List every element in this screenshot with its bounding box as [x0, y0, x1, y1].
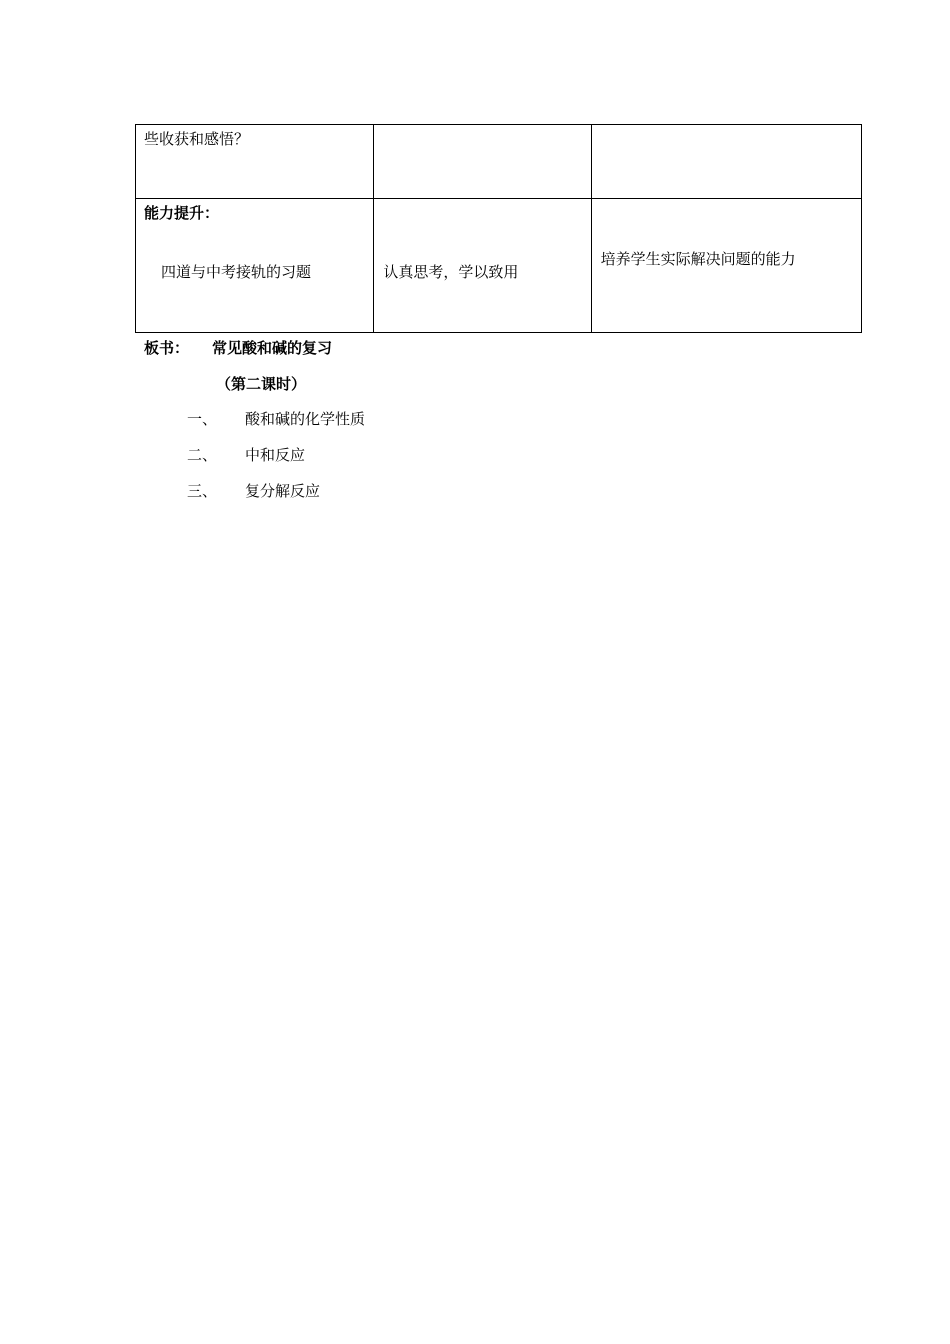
table-cell [136, 199, 374, 333]
lesson-plan-table [135, 124, 862, 333]
table-row [136, 125, 862, 199]
board-item-text: 复分解反应 [245, 482, 321, 500]
board-item-text: 中和反应 [245, 446, 306, 464]
exercise-text: 四道与中考接轨的习题 [161, 263, 312, 281]
design-intent-text: 培养学生实际解决问题的能力 [600, 250, 796, 268]
board-item-text: 酸和碱的化学性质 [245, 410, 366, 428]
board-item-number: 二、 [187, 446, 218, 464]
table-cell [374, 125, 591, 199]
reflection-question-text: 些收获和感悟？ [144, 130, 250, 148]
board-label: 板书： [144, 339, 190, 357]
student-activity-text: 认真思考，学以致用 [383, 263, 519, 281]
table-cell [136, 125, 374, 199]
board-title: 常见酸和碱的复习 [212, 339, 333, 357]
table-row [136, 199, 862, 333]
board-item-number: 三、 [187, 482, 218, 500]
table-cell [374, 199, 591, 333]
board-item-number: 一、 [187, 410, 218, 428]
table-cell [591, 199, 861, 333]
table-cell [591, 125, 861, 199]
board-subtitle: （第二课时） [216, 375, 307, 393]
ability-heading: 能力提升： [144, 204, 220, 222]
